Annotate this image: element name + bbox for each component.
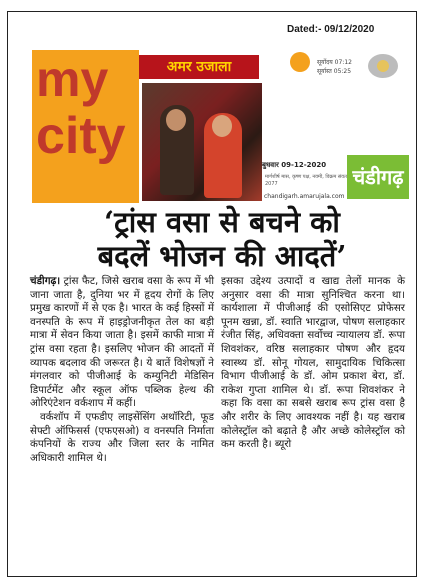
- article-column-left: [30, 275, 214, 465]
- issue-date: बुधवार 09-12-2020: [262, 161, 327, 169]
- cloud-icon: [368, 54, 398, 78]
- article-paragraph-1: [30, 275, 214, 411]
- masthead: [32, 50, 412, 203]
- photo-face-left: [166, 109, 186, 131]
- article-column-right: [221, 275, 405, 452]
- dateline: चंडीगढ़।: [30, 275, 61, 287]
- panchang-text: मार्गशीर्ष मास, कृष्ण पक्ष, नवमी, विक्रम संवत 2077: [265, 174, 347, 187]
- dated-label: Dated:- 09/12/2020: [287, 24, 375, 35]
- masthead-photo: [142, 83, 262, 201]
- article-paragraph-1-text: ट्रांस फैट, जिसे खराब वसा के रूप में भी जाना जाता है, दुनिया भर में हृदय रोगों के लिए प्रमुख कारणों में से एक है। भारत के कई हिस्सों में वनस्पति के रूप में हाइड्रोजनीकृत तेल का बड़ी मात्रा में सेवन किया जाता है। इसमें काफी मात्रा में ट्रांस वसा रहता है। इसलिए भोजन की आदतों में व्यापक बदलाव की जरूरत है। ये बातें विशेषज्ञों ने मंगलवार को पीजीआई के कम्युनिटी मेडिसिन डिपार्टमेंट और स्कूल ऑफ पब्लिक हेल्थ की ओरिएंटेशन वर्कशाप में कहीं।: [30, 275, 214, 410]
- city-badge: चंडीगढ़: [347, 155, 409, 199]
- mycity-logo-block: [32, 50, 139, 203]
- article-paragraph-2: वर्कशॉप में एफडीए लाइसेंसिंग अथॉरिटी, फूड सेफ्टी ऑफिसर्स (एफएसओ) व वनस्पति निर्माता कंपनियों के राज्य और जिला स्तर के नामित अधिकारी शामिल थे।: [30, 410, 214, 464]
- article-headline: [36, 205, 408, 273]
- photo-face-right: [212, 115, 232, 137]
- mycity-logo-my: my: [36, 51, 109, 107]
- newspaper-logo: अमर उजाला: [139, 55, 259, 79]
- weather-info: सूर्योदय 07:12 सूर्यास्त 05:25: [317, 59, 352, 75]
- sun-icon: [290, 52, 310, 72]
- mycity-logo-city: city: [36, 107, 126, 165]
- article-paragraph-3: इसका उद्देश्य उत्पादों व खाद्य तेलों मानक के अनुसार वसा की मात्रा सुनिश्चित करना था। कार्यशाला में पीजीआई की एसोसिएट प्रोफेसर पूनम खन्ना, डॉ. स्वाति भारद्वाज, पोषण सलाहकार रंजीत सिंह, अधिवक्ता सर्वोच्च न्यायालय डॉ. रूपा शिवशंकर, वरिष्ठ सलाहकार पोषण और हृदय स्वास्थ्य डॉ. सोनू गोयल, सामुदायिक चिकित्सा विभाग पीजीआई के डॉ. ओम प्रकाश बेरा, डॉ. राकेश गुप्ता शामिल थे। डॉ. रूपा शिवशंकर ने कहा कि वसा का सबसे खराब रूप ट्रांस वसा है और शरीर के लिए आवश्यक नहीं है। यह खराब कोलेस्ट्रॉल को बढ़ाते है और अच्छे कोलेस्ट्रॉल को कम करती है। ब्यूरो: [221, 275, 405, 451]
- edition-url: chandigarh.amarujala.com: [264, 193, 345, 200]
- headline-line-1: ‘ट्रांस वसा से बचने को: [104, 205, 340, 239]
- headline-line-2: बदलें भोजन की आदतें’: [97, 239, 347, 273]
